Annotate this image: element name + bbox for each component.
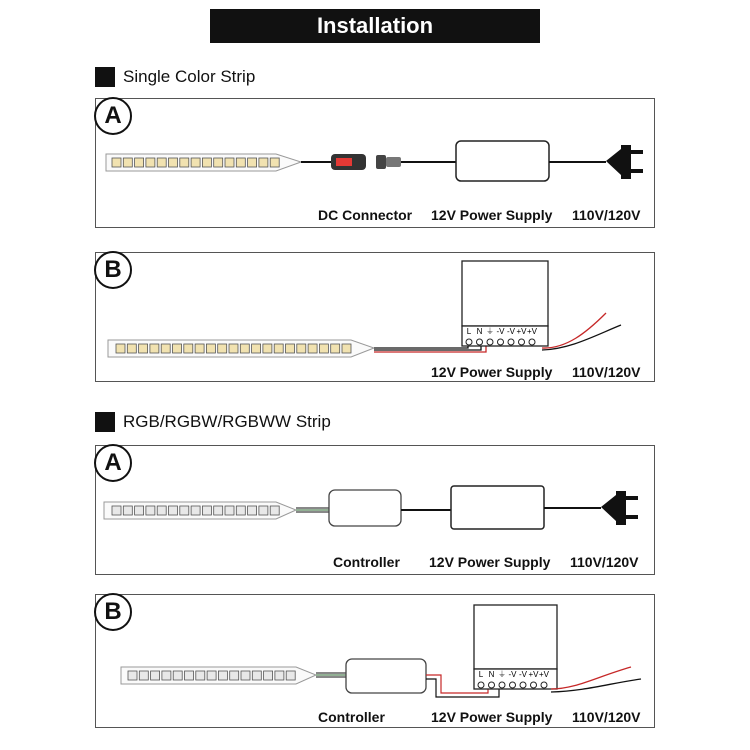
led-chip xyxy=(229,344,238,353)
section-marker-icon xyxy=(95,412,115,432)
led-chip xyxy=(214,506,223,515)
led-strip xyxy=(104,502,296,519)
led-strip xyxy=(108,340,374,357)
led-chip xyxy=(162,671,171,680)
terminal-screw-icon xyxy=(466,339,472,345)
led-chip xyxy=(127,344,136,353)
led-chip xyxy=(264,671,273,680)
label-power-supply: 12V Power Supply xyxy=(431,709,553,725)
panel-rgb-a xyxy=(95,445,655,575)
terminal-screw-icon xyxy=(520,682,526,688)
led-chip xyxy=(252,671,261,680)
terminal-label: +V xyxy=(528,670,539,679)
terminal-label: -V xyxy=(496,327,505,336)
section-marker-icon xyxy=(95,67,115,87)
terminal-screw-icon xyxy=(531,682,537,688)
label-power-supply: 12V Power Supply xyxy=(431,207,553,223)
terminal-label: L xyxy=(466,327,472,336)
terminal-label: -V xyxy=(519,670,527,679)
plug-icon xyxy=(601,491,638,525)
led-chip xyxy=(195,344,204,353)
led-strip xyxy=(106,154,301,171)
led-chip xyxy=(157,506,166,515)
led-chip xyxy=(230,671,239,680)
section-title: Single Color Strip xyxy=(123,67,256,86)
terminal-label: L xyxy=(478,670,484,679)
terminal-screw-icon xyxy=(489,682,495,688)
terminal-screw-icon xyxy=(541,682,547,688)
led-chip xyxy=(207,671,216,680)
terminal-label: ⏚ xyxy=(498,670,506,679)
led-chip xyxy=(241,671,250,680)
label-voltage: 110V/120V xyxy=(570,554,639,570)
led-chip xyxy=(286,344,295,353)
label-voltage: 110V/120V xyxy=(572,709,641,725)
terminal-label: +V xyxy=(526,327,538,336)
led-chip xyxy=(112,506,121,515)
led-chip xyxy=(236,506,245,515)
terminal-screw-icon xyxy=(529,339,535,345)
led-chip xyxy=(123,506,132,515)
led-chip xyxy=(112,158,121,167)
led-chip xyxy=(270,158,279,167)
led-chip xyxy=(157,158,166,167)
label-power-supply: 12V Power Supply xyxy=(431,364,553,380)
led-chip xyxy=(191,506,200,515)
badge-a: A xyxy=(94,444,132,482)
section-title: RGB/RGBW/RGBWW Strip xyxy=(123,412,331,431)
led-chip xyxy=(259,506,268,515)
led-chip xyxy=(135,158,144,167)
terminal-label: +V xyxy=(516,327,527,336)
terminal-label: ⏚ xyxy=(486,327,494,336)
led-chip xyxy=(180,158,189,167)
led-chip xyxy=(286,671,295,680)
led-chip xyxy=(236,158,245,167)
panel-single-b xyxy=(95,252,655,382)
led-chip xyxy=(139,344,148,353)
wire xyxy=(551,667,631,689)
led-chip xyxy=(218,671,227,680)
power-supply-box xyxy=(456,141,549,181)
terminal-label: -V xyxy=(508,670,517,679)
terminal-screw-icon xyxy=(519,339,525,345)
led-chip xyxy=(218,344,227,353)
terminal-screw-icon xyxy=(487,339,493,345)
controller-box xyxy=(329,490,401,526)
section-rgb xyxy=(95,412,331,432)
wire xyxy=(542,313,606,348)
wire xyxy=(542,325,621,350)
label-voltage: 110V/120V xyxy=(572,207,641,223)
led-chip xyxy=(146,158,155,167)
led-chip xyxy=(248,158,257,167)
controller-box xyxy=(346,659,426,693)
badge-a: A xyxy=(94,97,132,135)
led-chip xyxy=(225,506,234,515)
led-chip xyxy=(169,158,178,167)
led-chip xyxy=(135,506,144,515)
terminal-label: +V xyxy=(538,670,550,679)
panel-rgb-b xyxy=(95,594,655,728)
led-chip xyxy=(139,671,148,680)
section-single-color xyxy=(95,67,255,87)
led-chip xyxy=(342,344,351,353)
badge-b: B xyxy=(94,251,132,289)
plug-icon xyxy=(606,145,643,179)
led-chip xyxy=(123,158,132,167)
led-chip xyxy=(116,344,125,353)
terminal-screw-icon xyxy=(478,682,484,688)
label-controller: Controller xyxy=(333,554,400,570)
led-chip xyxy=(151,671,160,680)
label-voltage: 110V/120V xyxy=(572,364,641,380)
led-chip xyxy=(196,671,205,680)
label-dc-connector: DC Connector xyxy=(318,207,413,223)
badge-b: B xyxy=(94,593,132,631)
led-chip xyxy=(225,158,234,167)
led-chip xyxy=(146,506,155,515)
power-supply-box xyxy=(462,261,548,346)
led-chip xyxy=(259,158,268,167)
led-chip xyxy=(263,344,272,353)
led-chip xyxy=(206,344,215,353)
terminal-screw-icon xyxy=(477,339,483,345)
led-chip xyxy=(214,158,223,167)
led-chip xyxy=(308,344,317,353)
panel-single-a xyxy=(95,98,655,228)
led-chip xyxy=(202,506,211,515)
led-chip xyxy=(319,344,328,353)
led-chip xyxy=(270,506,279,515)
power-supply-box xyxy=(451,486,544,529)
terminal-screw-icon xyxy=(508,339,514,345)
power-supply-box xyxy=(474,605,557,689)
led-chip xyxy=(331,344,340,353)
led-chip xyxy=(184,344,193,353)
led-chip xyxy=(252,344,261,353)
led-chip xyxy=(185,671,194,680)
label-power-supply: 12V Power Supply xyxy=(429,554,551,570)
terminal-screw-icon xyxy=(499,682,505,688)
dc-connector-icon xyxy=(331,154,401,170)
led-chip xyxy=(240,344,249,353)
wire xyxy=(551,679,641,692)
led-chip xyxy=(275,671,284,680)
led-strip xyxy=(121,667,316,684)
terminal-label: N xyxy=(488,670,495,679)
terminal-screw-icon xyxy=(498,339,504,345)
terminal-label: -V xyxy=(507,327,515,336)
led-chip xyxy=(173,671,182,680)
led-chip xyxy=(191,158,200,167)
page-title: Installation xyxy=(210,9,540,43)
led-chip xyxy=(169,506,178,515)
led-chip xyxy=(180,506,189,515)
led-chip xyxy=(297,344,306,353)
led-chip xyxy=(128,671,137,680)
led-chip xyxy=(161,344,170,353)
terminal-label: N xyxy=(476,327,483,336)
led-chip xyxy=(248,506,257,515)
terminal-screw-icon xyxy=(510,682,516,688)
led-chip xyxy=(274,344,283,353)
led-chip xyxy=(202,158,211,167)
label-controller: Controller xyxy=(318,709,385,725)
led-chip xyxy=(173,344,182,353)
led-chip xyxy=(150,344,159,353)
